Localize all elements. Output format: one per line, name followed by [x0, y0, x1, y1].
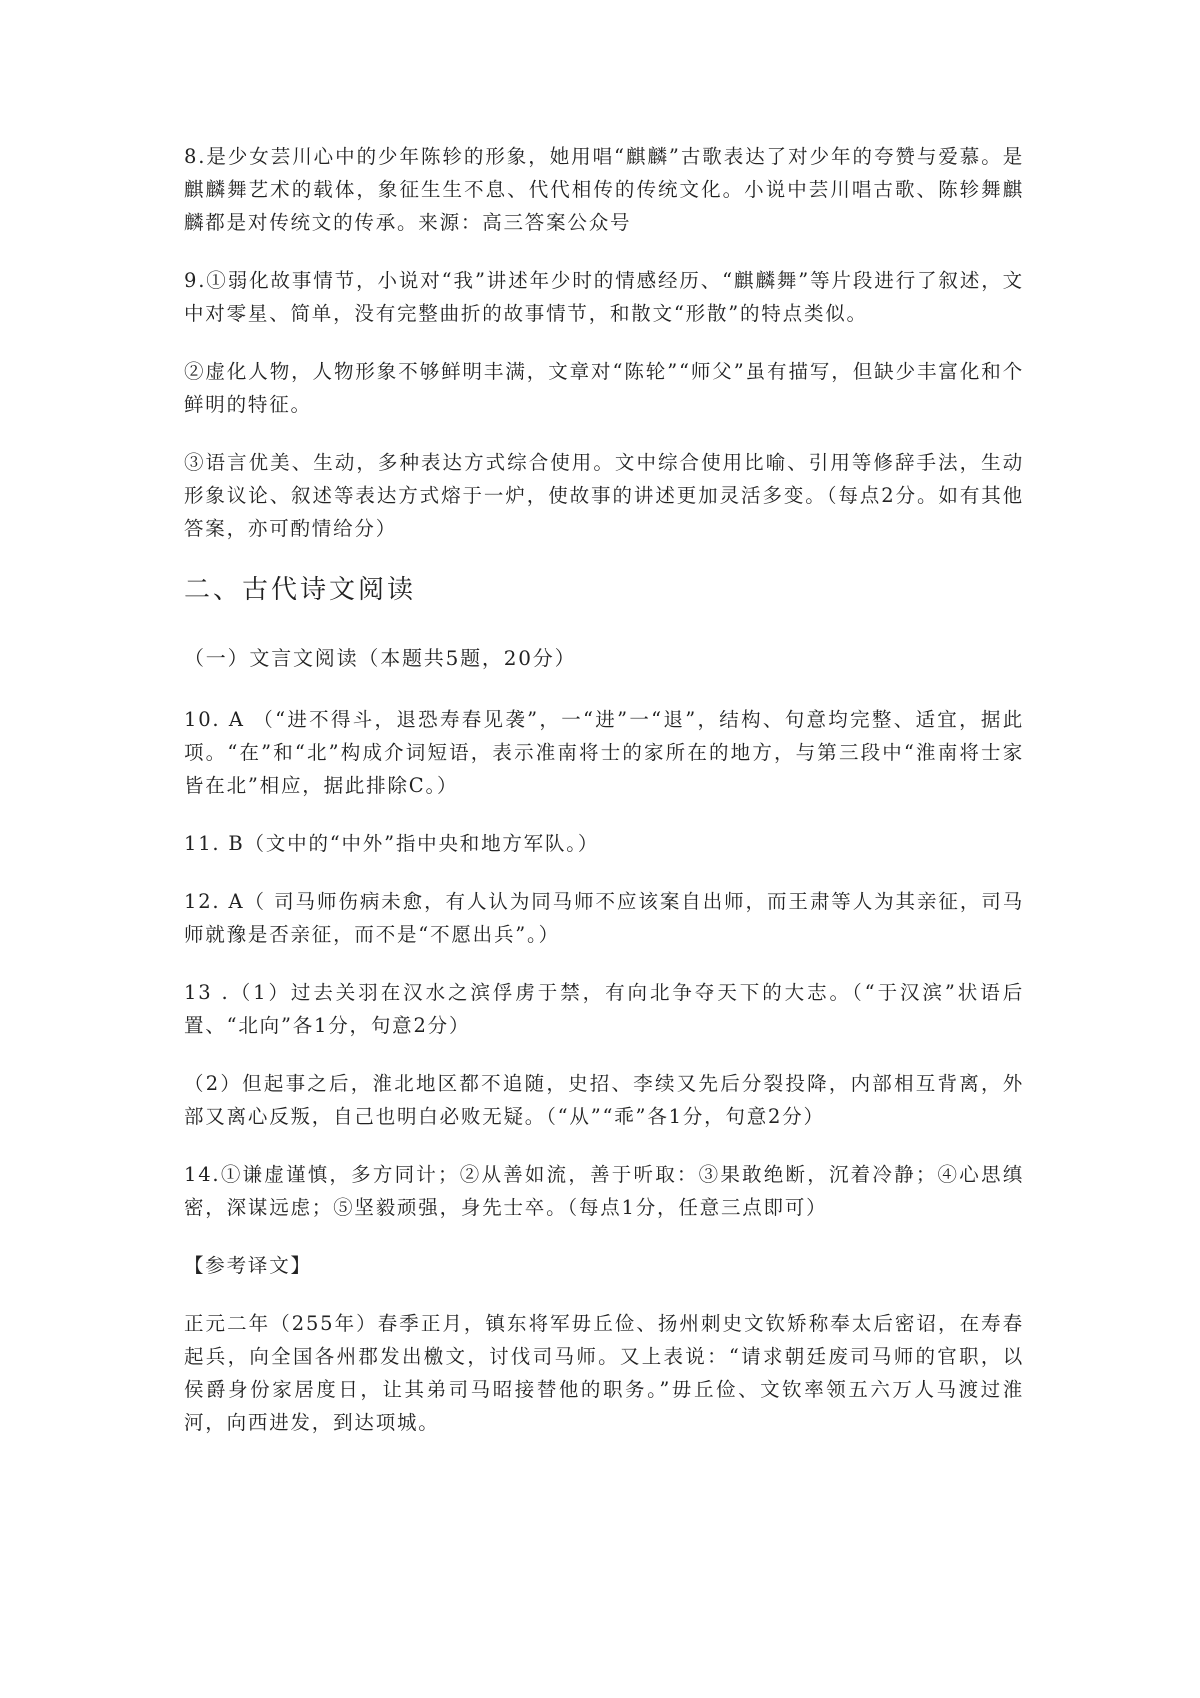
- answer-q10: 10. A （“进不得斗，退恐寿春见袭”，一“进”一“退”，结构、句意均完整、适宜，据此项。“在”和“北”构成介词短语，表示准南将士的家所在的地方，与第三段中“淮南将士家皆在北”相应，据此排除C。）: [184, 708, 1024, 797]
- answer-q13-part1: 13 .（1）过去关羽在汉水之滨俘虏于禁，有向北争夺天下的大志。（“于汉滨”状语后置、“北向”各1分，句意2分）: [184, 981, 1024, 1037]
- answer-q8: 8.是少女芸川心中的少年陈轸的形象，她用唱“麒麟”古歌表达了对少年的夸赞与爱慕。是麒麟舞艺术的载体，象征生生不息、代代相传的传统文化。小说中芸川唱古歌、陈轸舞麒麟都是对传统文的传承。来源：高三答案公众号: [184, 145, 1024, 234]
- document-page: [184, 140, 1024, 1464]
- answer-q9-point2: ②虚化人物，人物形象不够鲜明丰满，文章对“陈轮”“师父”虽有描写，但缺少丰富化和个鲜明的特征。: [184, 360, 1024, 416]
- answer-q13-part2: （2）但起事之后，淮北地区都不追随，史招、李续又先后分裂投降，内部相互背离，外部又离心反叛，自己也明白必败无疑。（“从”“乖”各1分，句意2分）: [184, 1072, 1024, 1128]
- subsection-title-classical-chinese: （一）文言文阅读（本题共5题，20分）: [184, 646, 577, 670]
- answer-q11: 11. B（文中的“中外”指中央和地方军队。）: [184, 832, 600, 855]
- section-title-classical-reading: 二、古代诗文阅读: [184, 575, 417, 605]
- translation-heading: 【参考译文】: [184, 1254, 312, 1277]
- answer-q14: 14.①谦虚谨慎，多方同计；②从善如流，善于听取：③果敢绝断，沉着冷静；④心思缜密，深谋远虑；⑤坚毅顽强，身先士卒。（每点1分，任意三点即可）: [184, 1163, 1024, 1219]
- answer-q9-point1: 9.①弱化故事情节，小说对“我”讲述年少时的情感经历、“麒麟舞”等片段进行了叙述，文中对零星、简单，没有完整曲折的故事情节，和散文“形散”的特点类似。: [184, 269, 1024, 325]
- translation-paragraph: 正元二年（255年）春季正月，镇东将军毋丘俭、扬州刺史文钦矫称奉太后密诏，在寿春起兵，向全国各州郡发出檄文，讨伐司马师。又上表说：“请求朝廷废司马师的官职，以侯爵身份家居度日，让其弟司马昭接替他的职务。”毋丘俭、文钦率领五六万人马渡过淮河，向西进发，到达项城。: [184, 1312, 1024, 1434]
- answer-q9-point3: ③语言优美、生动，多种表达方式综合使用。文中综合使用比喻、引用等修辞手法，生动形象议论、叙述等表达方式熔于一炉，使故事的讲述更加灵活多变。（每点2分。如有其他答案，亦可酌情给分）: [184, 451, 1024, 540]
- answer-q12: 12. A（ 司马师伤病未愈，有人认为同马师不应该案自出师，而王肃等人为其亲征，司马师就豫是否亲征，而不是“不愿出兵”。）: [184, 890, 1024, 946]
